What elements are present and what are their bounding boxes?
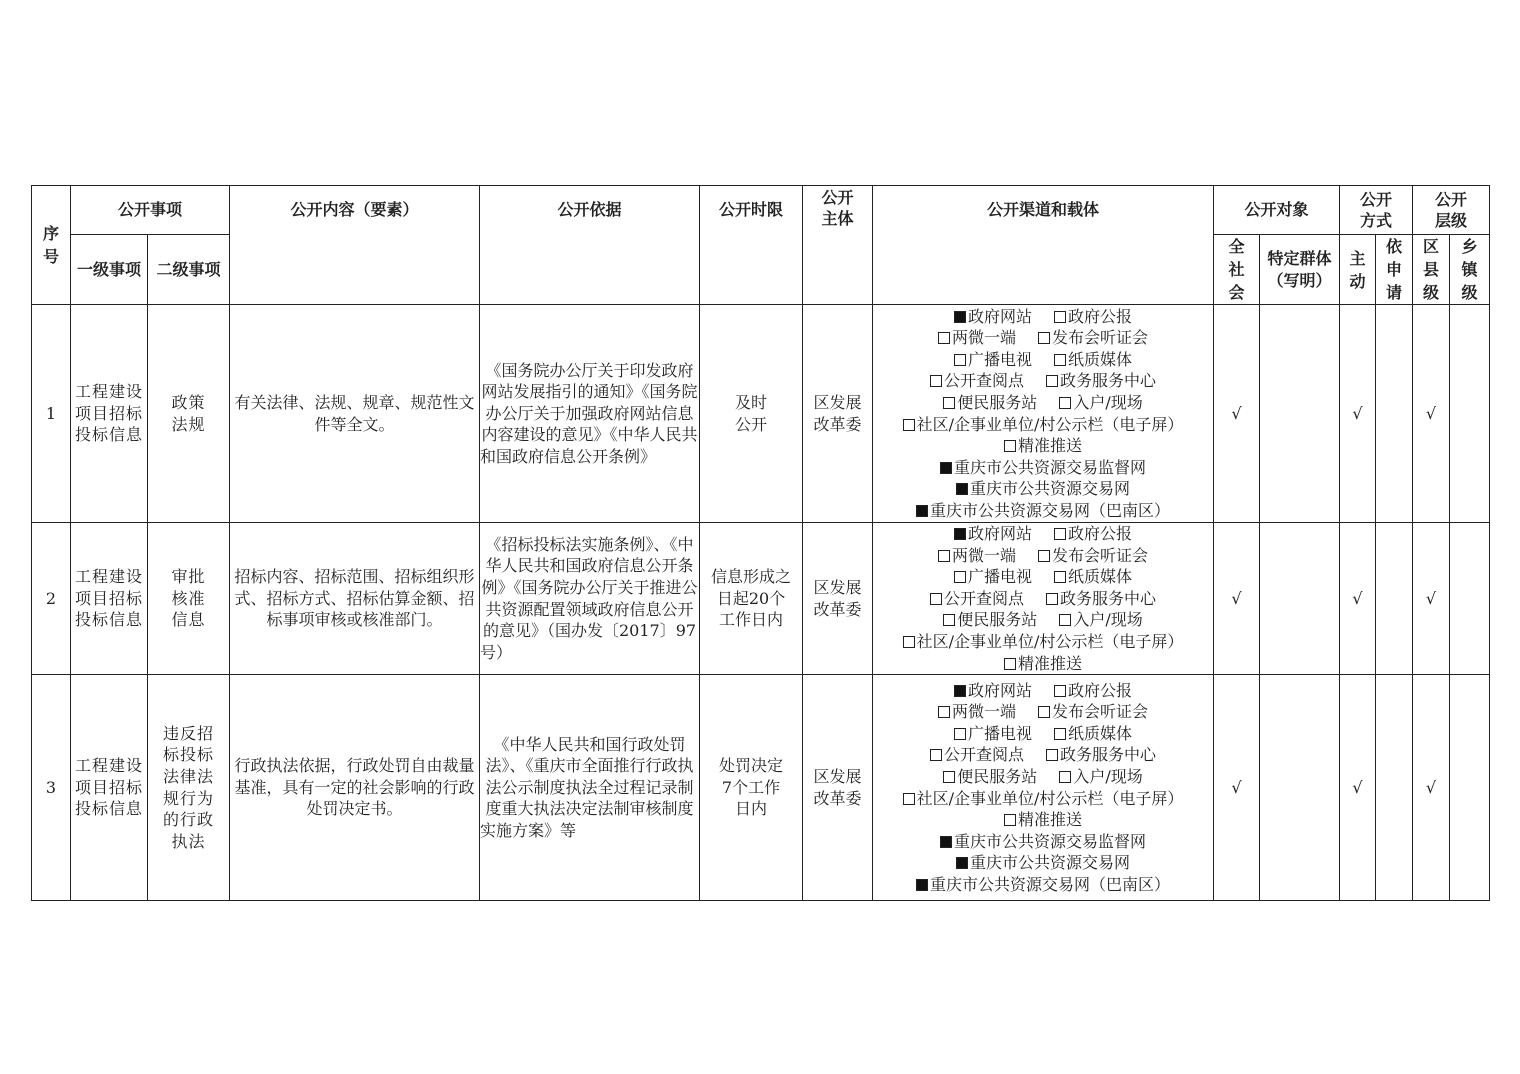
channel-label: 入户/现场 [1073,392,1143,412]
unchecked-box-icon [1046,593,1058,605]
row-level1: 工程建设项目招标投标信息 [71,675,148,901]
check-mark: √ [1214,675,1260,901]
row-basis: 《中华人民共和国行政处罚法》、《重庆市全面推行行政执法公示制度执法全过程记录制度重大执法决定法制审核制度实施方案》等 [480,675,700,901]
channel-option [943,610,1037,629]
header-target-all: 全社会 [1214,235,1260,305]
check-mark: √ [1340,675,1376,901]
channel-label: 重庆市公共资源交易监督网 [954,831,1147,851]
channel-option [938,328,1016,347]
header-target: 公开对象 [1214,186,1340,235]
channel-option [1038,328,1148,347]
row-channels [873,675,1214,901]
unchecked-box-icon [1059,614,1071,626]
unchecked-box-icon [903,636,915,648]
channel-label: 精准推送 [1018,810,1083,830]
channel-line [873,788,1213,810]
channel-label: 广播电视 [968,723,1033,743]
channel-label: 政府网站 [968,306,1033,326]
table-row [32,305,1490,523]
row-content: 行政执法依据，行政处罚自由裁量基准，具有一定的社会影响的行政处罚决定书。 [230,675,480,901]
empty-cell [1376,523,1413,675]
channel-line [873,809,1213,831]
check-mark: √ [1413,305,1450,523]
unchecked-box-icon [1054,311,1066,323]
row-level2: 违反招标投标法律法规行为的行政执法 [148,675,230,901]
channel-line [873,457,1213,479]
channel-option [1054,724,1132,743]
empty-cell [1376,305,1413,523]
channel-label: 纸质媒体 [1068,567,1133,587]
checked-box-icon [916,879,928,891]
checked-box-icon [940,836,952,848]
channel-option [954,724,1032,743]
checked-box-icon [956,483,968,495]
channel-line [873,545,1213,567]
unchecked-box-icon [938,550,950,562]
channel-option [1054,307,1132,326]
channel-line [873,392,1213,414]
channel-label: 重庆市公共资源交易监督网 [954,457,1147,477]
channel-line [873,609,1213,631]
channel-option [1046,589,1156,608]
header-level-town: 乡镇级 [1450,235,1490,305]
channel-line [873,349,1213,371]
header-level-county: 区县级 [1413,235,1450,305]
channel-option [956,853,1130,872]
channel-label: 政务服务中心 [1060,588,1157,608]
check-mark: √ [1413,675,1450,901]
channel-line [873,744,1213,766]
channel-label: 社区/企事业单位/村公示栏（电子屏） [916,414,1184,434]
unchecked-box-icon [1038,550,1050,562]
empty-cell [1450,675,1490,901]
checked-box-icon [916,505,928,517]
header-level: 公开层级 [1413,186,1490,235]
channel-label: 社区/企事业单位/村公示栏（电子屏） [916,631,1184,651]
channel-option [1054,350,1132,369]
unchecked-box-icon [954,571,966,583]
channel-label: 精准推送 [1018,653,1083,673]
channel-label: 发布会听证会 [1052,702,1149,722]
channel-label: 广播电视 [968,567,1033,587]
checked-box-icon [954,685,966,697]
channel-label: 政府公报 [1068,306,1133,326]
channel-line [873,874,1213,896]
check-mark: √ [1340,523,1376,675]
unchecked-box-icon [1038,332,1050,344]
channel-label: 纸质媒体 [1068,349,1133,369]
channel-option [1059,393,1142,412]
row-subject: 区发展改革委 [803,305,873,523]
unchecked-box-icon [954,728,966,740]
channel-label: 发布会听证会 [1052,545,1149,565]
channel-label: 政府网站 [968,680,1033,700]
checked-box-icon [954,528,966,540]
header-content: 公开内容（要素） [230,186,480,305]
table-row [32,675,1490,901]
channel-label: 两微一端 [952,545,1017,565]
empty-cell [1376,675,1413,901]
unchecked-box-icon [938,332,950,344]
unchecked-box-icon [943,614,955,626]
row-channels [873,305,1214,523]
channel-label: 政务服务中心 [1060,745,1157,765]
channel-label: 政府公报 [1068,680,1133,700]
unchecked-box-icon [943,771,955,783]
unchecked-box-icon [943,397,955,409]
header-item: 公开事项 [71,186,230,235]
row-basis: 《招标投标法实施条例》、《中华人民共和国政府信息公开条例》《国务院办公厅关于推进公共资源配置领域政府信息公开的意见》（国办发〔2017〕97号） [480,523,700,675]
channel-option [903,632,1184,651]
channel-label: 公开查阅点 [944,588,1025,608]
channel-label: 两微一端 [952,328,1017,348]
channel-label: 社区/企事业单位/村公示栏（电子屏） [916,788,1184,808]
channel-line [873,500,1213,522]
channel-option [938,546,1016,565]
unchecked-box-icon [1004,658,1016,670]
channel-label: 入户/现场 [1073,767,1143,787]
channel-label: 便民服务站 [957,767,1038,787]
row-subject: 区发展改革委 [803,675,873,901]
channel-option [954,681,1032,700]
unchecked-box-icon [1004,814,1016,826]
channel-label: 两微一端 [952,702,1017,722]
header-level2: 二级事项 [148,235,230,305]
channel-line [873,306,1213,328]
checked-box-icon [940,462,952,474]
channel-line [873,435,1213,457]
row-basis: 《国务院办公厅关于印发政府网站发展指引的通知》《国务院办公厅关于加强政府网站信息内容建设的意见》《中华人民共和国政府信息公开条例》 [480,305,700,523]
channel-option [938,702,1016,721]
channel-option [1038,546,1148,565]
checked-box-icon [954,311,966,323]
disclosure-table [31,185,1490,901]
unchecked-box-icon [1054,728,1066,740]
channel-option [1054,681,1132,700]
row-level2: 政策法规 [148,305,230,523]
channel-label: 精准推送 [1018,436,1083,456]
unchecked-box-icon [930,593,942,605]
channel-option [943,767,1037,786]
channel-line [873,831,1213,853]
channel-label: 重庆市公共资源交易网（巴南区） [930,500,1171,520]
unchecked-box-icon [1054,354,1066,366]
channel-line [873,701,1213,723]
channel-line [873,680,1213,702]
table-body [32,305,1490,901]
channel-option [930,745,1024,764]
channel-line [873,588,1213,610]
row-time-limit: 及时公开 [700,305,803,523]
channel-option [1059,610,1142,629]
unchecked-box-icon [954,354,966,366]
header-subject: 公开主体 [803,186,873,305]
row-level1: 工程建设项目招标投标信息 [71,523,148,675]
checked-box-icon [956,857,968,869]
row-time-limit: 处罚决定7个工作日内 [700,675,803,901]
channel-option [940,832,1146,851]
unchecked-box-icon [930,375,942,387]
empty-cell [1260,675,1340,901]
channel-option [954,567,1032,586]
channel-option [954,524,1032,543]
channel-option [1004,810,1082,829]
row-content: 有关法律、法规、规章、规范性文件等全文。 [230,305,480,523]
unchecked-box-icon [1054,571,1066,583]
row-seq: 2 [32,523,71,675]
empty-cell [1260,305,1340,523]
channel-option [916,501,1170,520]
channel-line [873,327,1213,349]
header-target-specific: 特定群体（写明） [1260,235,1340,305]
check-mark: √ [1214,523,1260,675]
unchecked-box-icon [938,706,950,718]
row-channels [873,523,1214,675]
header-method-request: 依申请 [1376,235,1413,305]
empty-cell [1260,523,1340,675]
header-method-active: 主动 [1340,235,1376,305]
channel-line [873,370,1213,392]
channel-label: 公开查阅点 [944,371,1025,391]
empty-cell [1450,523,1490,675]
header-channels: 公开渠道和载体 [873,186,1214,305]
channel-option [903,789,1184,808]
channel-option [1038,702,1148,721]
row-content: 招标内容、招标范围、招标组织形式、招标方式、招标估算金额、招标事项审核或核准部门。 [230,523,480,675]
channel-option [1004,654,1082,673]
channel-line [873,631,1213,653]
unchecked-box-icon [903,793,915,805]
channel-label: 便民服务站 [957,392,1038,412]
unchecked-box-icon [930,749,942,761]
channel-option [954,307,1032,326]
channel-option [956,479,1130,498]
channel-line [873,766,1213,788]
channel-label: 纸质媒体 [1068,723,1133,743]
unchecked-box-icon [1004,440,1016,452]
unchecked-box-icon [1038,706,1050,718]
table-row [32,523,1490,675]
channel-line [873,478,1213,500]
check-mark: √ [1214,305,1260,523]
channel-label: 发布会听证会 [1052,328,1149,348]
unchecked-box-icon [1046,375,1058,387]
channel-option [1046,371,1156,390]
unchecked-box-icon [1054,685,1066,697]
channel-line [873,523,1213,545]
channel-option [903,415,1184,434]
row-seq: 3 [32,675,71,901]
channel-option [1046,745,1156,764]
channel-label: 广播电视 [968,349,1033,369]
row-level2: 审批核准信息 [148,523,230,675]
unchecked-box-icon [1054,528,1066,540]
channel-option [1059,767,1142,786]
channel-label: 政务服务中心 [1060,371,1157,391]
channel-label: 重庆市公共资源交易网（巴南区） [930,875,1171,895]
channel-option [1004,436,1082,455]
channel-option [954,350,1032,369]
check-mark: √ [1413,523,1450,675]
header-level1: 一级事项 [71,235,148,305]
channel-option [916,875,1170,894]
unchecked-box-icon [1059,397,1071,409]
channel-option [930,371,1024,390]
header-basis: 公开依据 [480,186,700,305]
channel-label: 公开查阅点 [944,745,1025,765]
channel-option [943,393,1037,412]
row-subject: 区发展改革委 [803,523,873,675]
channel-line [873,852,1213,874]
unchecked-box-icon [1046,749,1058,761]
channel-line [873,653,1213,675]
row-time-limit: 信息形成之日起20个工作日内 [700,523,803,675]
channel-label: 政府网站 [968,524,1033,543]
channel-line [873,723,1213,745]
channel-label: 政府公报 [1068,524,1133,543]
unchecked-box-icon [1059,771,1071,783]
channel-label: 入户/现场 [1073,610,1143,630]
unchecked-box-icon [903,419,915,431]
header-method: 公开方式 [1340,186,1413,235]
channel-option [1054,524,1132,543]
channel-option [940,458,1146,477]
header-seq: 序号 [32,186,71,305]
header-time-limit: 公开时限 [700,186,803,305]
row-seq: 1 [32,305,71,523]
channel-line [873,414,1213,436]
channel-option [930,589,1024,608]
empty-cell [1450,305,1490,523]
header-row-1 [32,186,1490,235]
channel-label: 便民服务站 [957,610,1038,630]
row-level1: 工程建设项目招标投标信息 [71,305,148,523]
channel-label: 重庆市公共资源交易网 [970,479,1131,499]
check-mark: √ [1340,305,1376,523]
channel-line [873,566,1213,588]
channel-label: 重庆市公共资源交易网 [970,853,1131,873]
channel-option [1054,567,1132,586]
